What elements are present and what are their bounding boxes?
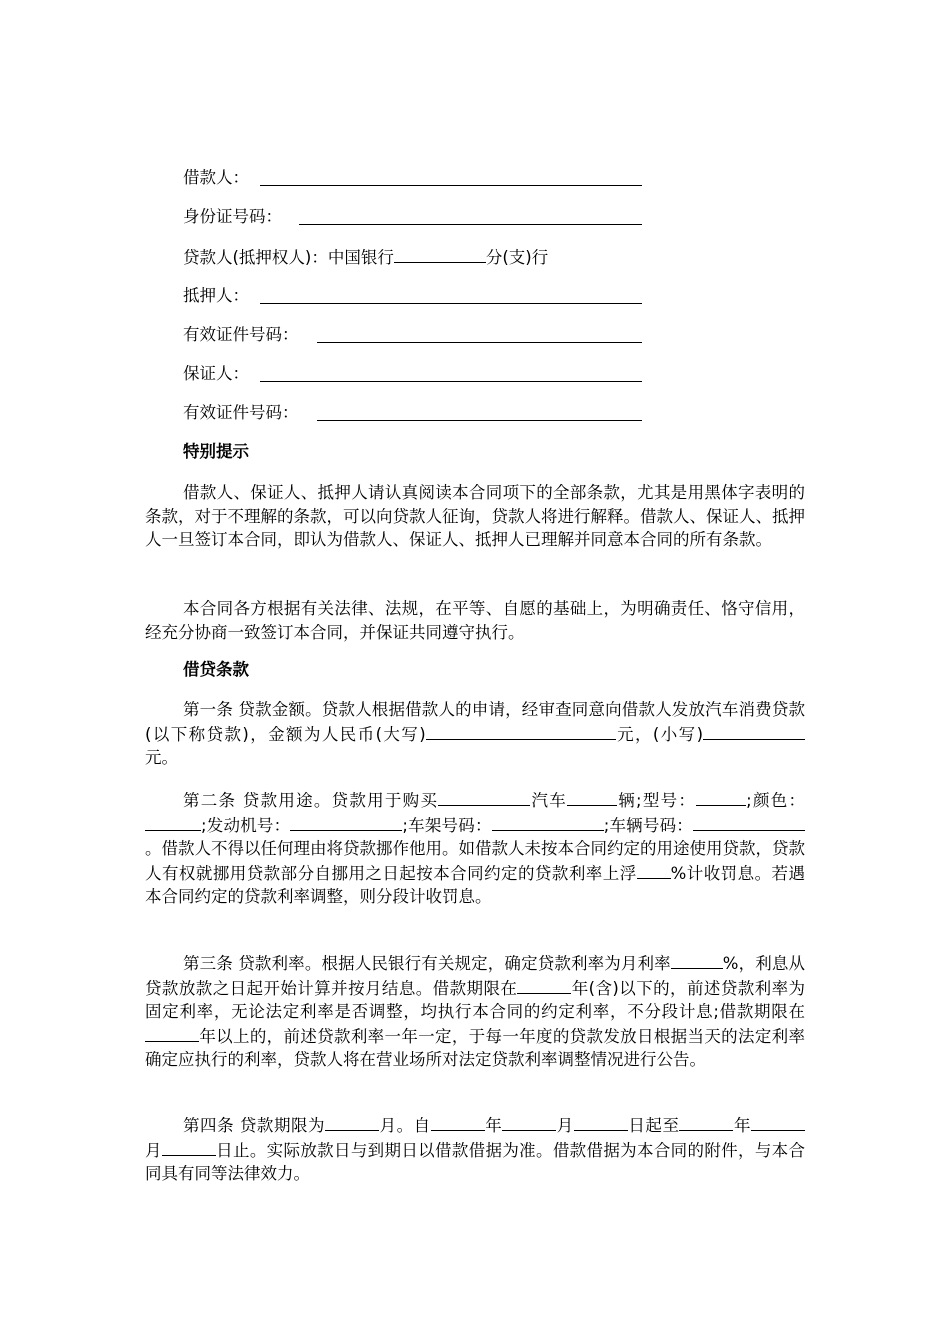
car-brand-blank[interactable] xyxy=(438,788,530,806)
article-4-text-3: 年 xyxy=(484,1116,503,1135)
article-2-text-8: 。借款人不得以任何理由将贷款挪作他用。如借款人未按本合同约定的用途使用贷款，贷款人有权就挪用贷款部分自挪用之日起按本合同约定的贷款利率上浮 xyxy=(145,839,805,883)
special-notice-paragraph-2: 本合同各方根据有关法律、法规，在平等、自愿的基础上，为明确责任、恪守信用，经充分协商一致签订本合同，并保证共同遵守执行。 xyxy=(145,599,805,642)
car-count-blank[interactable] xyxy=(567,788,617,806)
borrower-field xyxy=(183,167,249,189)
guarantor-blank[interactable] xyxy=(260,381,642,382)
article-4-text-8: 日止。实际放款日与到期日以借款借据为准。借款借据为本合同的附件，与本合同具有同等法律效力。 xyxy=(145,1140,806,1183)
start-year-blank[interactable] xyxy=(431,1113,485,1131)
end-year-blank[interactable] xyxy=(679,1113,733,1131)
mortgagor-blank[interactable] xyxy=(260,303,642,304)
start-month-blank[interactable] xyxy=(502,1113,556,1131)
mortgagor-field xyxy=(183,285,249,307)
guarantor-field xyxy=(183,363,249,385)
article-3-paragraph xyxy=(145,951,805,1072)
loan-terms-heading: 借贷条款 xyxy=(183,660,249,679)
special-notice-paragraph-1: 借款人、保证人、抵押人请认真阅读本合同项下的全部条款，尤其是用黑体字表明的条款，对于不理解的条款，可以向贷款人征询，贷款人将进行解释。借款人、保证人、抵押人一旦签订本合同，即认为借款人、保证人、抵押人已理解并同意本合同的所有条款。 xyxy=(145,483,805,549)
borrower-blank[interactable] xyxy=(260,185,642,186)
lender-label: 贷款人(抵押权人)：中国银行 xyxy=(183,248,394,267)
article-3-text-3: 年(含)以下的，前述贷款利率为固定利率，无论法定利率是否调整，均执行本合同的约定利率，不分段计息;借款期限在 xyxy=(145,978,806,1021)
term-months-blank[interactable] xyxy=(325,1113,379,1131)
lender-field xyxy=(183,245,548,269)
color-blank[interactable] xyxy=(145,813,201,831)
model-blank[interactable] xyxy=(696,788,746,806)
article-2-text-5: ;发动机号： xyxy=(201,815,291,835)
plate-number-blank[interactable] xyxy=(693,813,805,831)
end-day-blank[interactable] xyxy=(162,1138,216,1156)
article-4-text-4: 月 xyxy=(556,1116,574,1135)
article-2-text-3: 辆;型号： xyxy=(617,791,697,810)
article-4-paragraph xyxy=(145,1113,805,1186)
start-day-blank[interactable] xyxy=(574,1113,628,1131)
article-2-text-4: ;颜色： xyxy=(746,791,806,810)
end-month-blank[interactable] xyxy=(751,1113,805,1131)
penalty-rate-blank[interactable] xyxy=(637,861,671,879)
mortgagor-id-blank[interactable] xyxy=(317,342,642,343)
article-2-text-1: 第二条 贷款用途。贷款用于购买 xyxy=(183,791,439,810)
guarantor-id-blank[interactable] xyxy=(317,420,642,421)
special-notice-heading: 特别提示 xyxy=(183,442,249,461)
article-3-text-2: %，利息从贷款放款之日起开始计算并按月结息。借款期限在 xyxy=(145,954,805,998)
article-3-text-1: 第三条 贷款利率。根据人民银行有关规定，确定贷款利率为月利率 xyxy=(183,954,671,973)
id-number-label: 身份证号码： xyxy=(183,207,282,226)
guarantor-id-label: 有效证件号码： xyxy=(183,403,299,422)
fixed-term-years-blank[interactable] xyxy=(517,976,571,994)
borrower-label: 借款人： xyxy=(183,168,249,187)
guarantor-id-field xyxy=(183,402,299,424)
mortgagor-id-label: 有效证件号码： xyxy=(183,325,299,344)
article-4-text-1: 第四条 贷款期限为 xyxy=(183,1116,326,1135)
floating-term-years-blank[interactable] xyxy=(145,1024,199,1042)
article-3-text-4: 年以上的，前述贷款利率一年一定，于每一年度的贷款发放日根据当天的法定利率确定应执行的利率，贷款人将在营业场所对法定贷款利率调整情况进行公告。 xyxy=(145,1026,805,1069)
mortgagor-label: 抵押人： xyxy=(183,286,249,305)
article-1-text-1: 第一条 贷款金额。贷款人根据借款人的申请，经审查同意向借款人发放汽车消费贷款(以下称贷款)，金额为人民币(大写) xyxy=(145,700,805,744)
article-4-text-5: 日起至 xyxy=(627,1116,680,1135)
article-2-text-9: %计收罚息。若遇本合同约定的贷款利率调整，则分段计收罚息。 xyxy=(145,863,805,906)
lender-suffix: 分(支)行 xyxy=(485,248,549,267)
monthly-rate-blank[interactable] xyxy=(671,951,723,969)
article-1-text-3: 元。 xyxy=(145,748,178,767)
article-2-text-6: ;车架号码： xyxy=(402,815,492,835)
id-number-field xyxy=(183,206,282,228)
mortgagor-id-field xyxy=(183,324,299,346)
branch-blank[interactable] xyxy=(394,245,486,263)
article-4-text-2: 月。自 xyxy=(379,1116,431,1135)
amount-lowercase-blank[interactable] xyxy=(703,722,805,740)
id-number-blank[interactable] xyxy=(299,224,642,225)
guarantor-label: 保证人： xyxy=(183,364,249,383)
article-4-text-6: 年 xyxy=(733,1116,752,1135)
amount-uppercase-blank[interactable] xyxy=(426,722,616,740)
article-1-paragraph xyxy=(145,698,805,770)
article-2-paragraph xyxy=(145,788,805,909)
article-2-text-7: ;车辆号码： xyxy=(603,815,694,835)
frame-number-blank[interactable] xyxy=(492,813,604,831)
article-4-text-7: 月 xyxy=(145,1140,162,1160)
article-2-text-2: 汽车 xyxy=(530,791,568,810)
engine-number-blank[interactable] xyxy=(290,813,402,831)
article-1-text-2: 元，(小写) xyxy=(615,724,704,744)
